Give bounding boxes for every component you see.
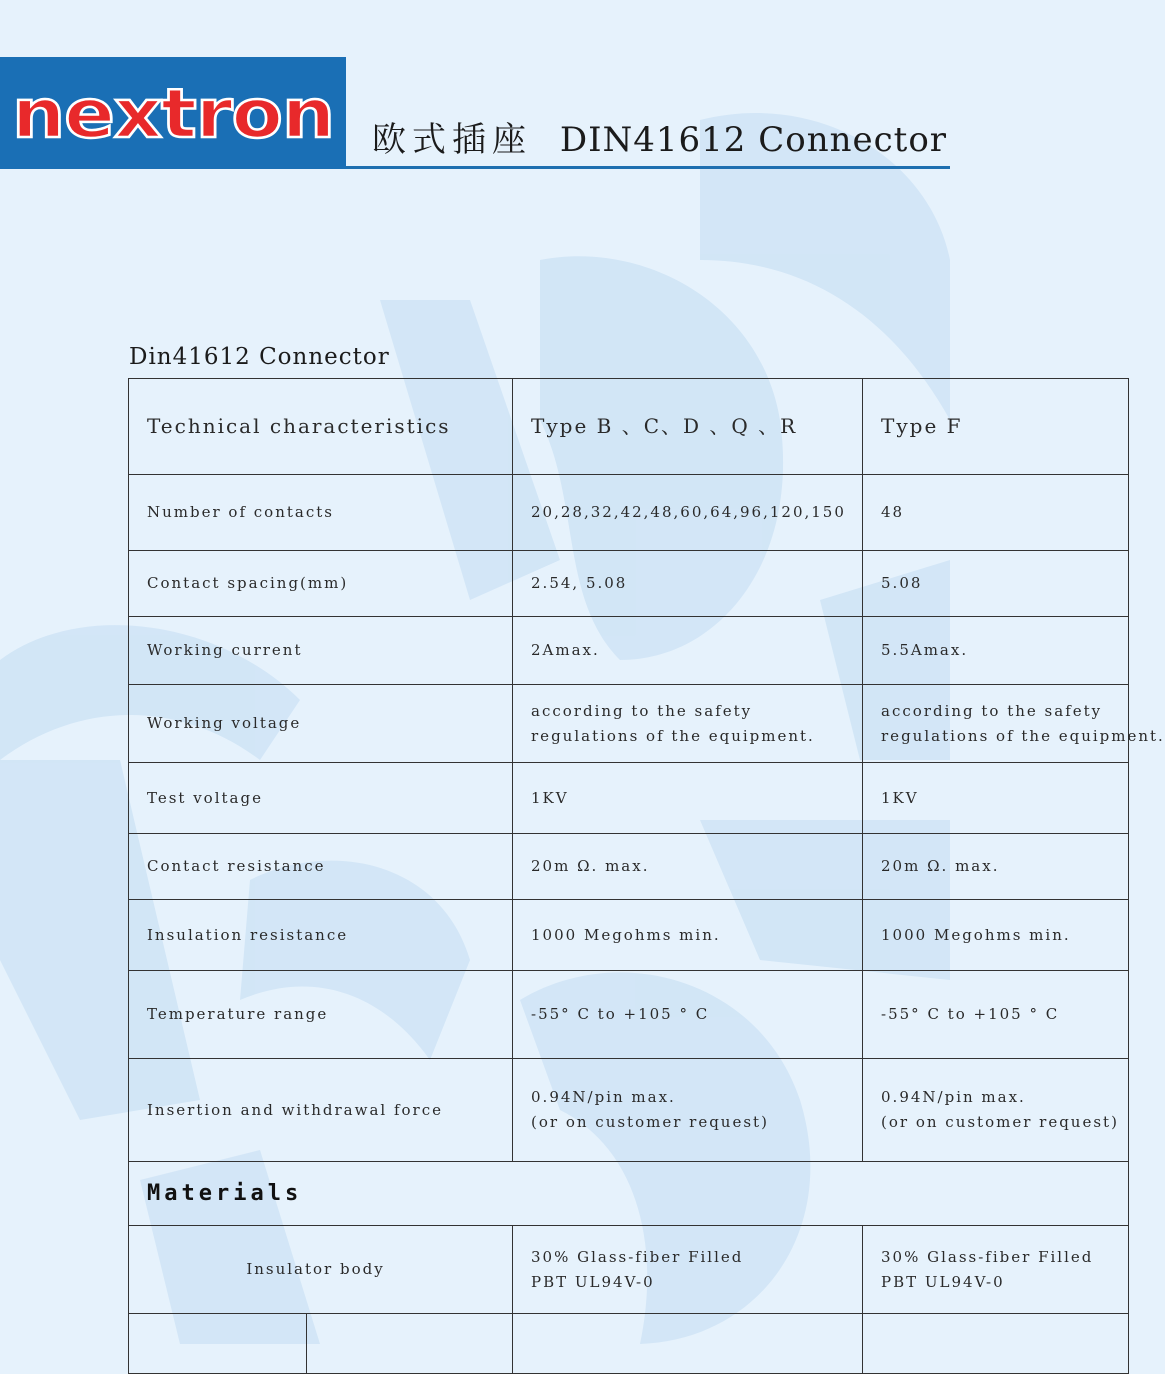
spec-value-f: 5.5Amax. xyxy=(863,617,1129,685)
spec-value-bcdqr: 1000 Megohms min. xyxy=(513,900,863,971)
insulator-label: Insulator body xyxy=(129,1226,513,1314)
page-title-english: DIN41612 Connector xyxy=(559,120,948,160)
spec-value-bcdqr: according to the safety regulations of the equipment. xyxy=(513,685,863,763)
spec-value-bcdqr: -55° C to +105 ° C xyxy=(513,971,863,1059)
header-characteristics: Technical characteristics xyxy=(129,379,513,475)
page-title xyxy=(372,112,947,161)
table-row xyxy=(129,971,1129,1059)
table-row xyxy=(129,900,1129,971)
logo-wordmark: nextron xyxy=(12,75,334,154)
spec-value-f: -55° C to +105 ° C xyxy=(863,971,1129,1059)
section-title: Din41612 Connector xyxy=(129,344,390,370)
spec-value-f: according to the safety regulations of the equipment. xyxy=(863,685,1129,763)
materials-heading: Materials xyxy=(129,1162,1129,1226)
table-row xyxy=(129,1059,1129,1162)
material-value-f xyxy=(863,1314,1129,1374)
spec-label: Insertion and withdrawal force xyxy=(129,1059,513,1162)
spec-label: Number of contacts xyxy=(129,475,513,551)
insulator-value-bcdqr: 30% Glass-fiber Filled PBT UL94V-0 xyxy=(513,1226,863,1314)
material-group-cell xyxy=(129,1314,307,1374)
material-value-bcdqr xyxy=(513,1314,863,1374)
spec-value-f: 48 xyxy=(863,475,1129,551)
header-type-bcdqr: Type B 、C、D 、Q 、R xyxy=(513,379,863,475)
spec-value-bcdqr: 2Amax. xyxy=(513,617,863,685)
material-sub-cell xyxy=(307,1314,513,1374)
table-row xyxy=(129,1226,1129,1314)
spec-value-f: 20m Ω. max. xyxy=(863,834,1129,900)
table-row xyxy=(129,1162,1129,1226)
spec-table xyxy=(128,378,1165,1374)
table-row xyxy=(129,475,1129,551)
table-row xyxy=(129,834,1129,900)
nextron-logo xyxy=(10,75,336,154)
spec-label: Test voltage xyxy=(129,763,513,834)
insulator-value-f: 30% Glass-fiber Filled PBT UL94V-0 xyxy=(863,1226,1129,1314)
table-row xyxy=(129,763,1129,834)
spec-value-f: 1KV xyxy=(863,763,1129,834)
spec-value-bcdqr: 2.54, 5.08 xyxy=(513,551,863,617)
spec-label: Contact spacing(mm) xyxy=(129,551,513,617)
spec-label: Temperature range xyxy=(129,971,513,1059)
table-row xyxy=(129,617,1129,685)
table-row xyxy=(129,685,1129,763)
spec-value-f: 1000 Megohms min. xyxy=(863,900,1129,971)
spec-label: Contact resistance xyxy=(129,834,513,900)
spec-value-f: 5.08 xyxy=(863,551,1129,617)
table-row xyxy=(129,1314,1129,1374)
spec-value-bcdqr: 20m Ω. max. xyxy=(513,834,863,900)
spec-value-bcdqr: 20,28,32,42,48,60,64,96,120,150 xyxy=(513,475,863,551)
spec-label: Working voltage xyxy=(129,685,513,763)
table-row xyxy=(129,379,1129,475)
header-type-f: Type F xyxy=(863,379,1129,475)
spec-label: Insulation resistance xyxy=(129,900,513,971)
page-title-chinese: 欧式插座 xyxy=(372,120,532,160)
table-row xyxy=(129,551,1129,617)
spec-value-bcdqr: 0.94N/pin max. (or on customer request) xyxy=(513,1059,863,1162)
brand-logo xyxy=(0,57,346,169)
spec-value-f: 0.94N/pin max. (or on customer request) xyxy=(863,1059,1129,1162)
spec-value-bcdqr: 1KV xyxy=(513,763,863,834)
spec-label: Working current xyxy=(129,617,513,685)
